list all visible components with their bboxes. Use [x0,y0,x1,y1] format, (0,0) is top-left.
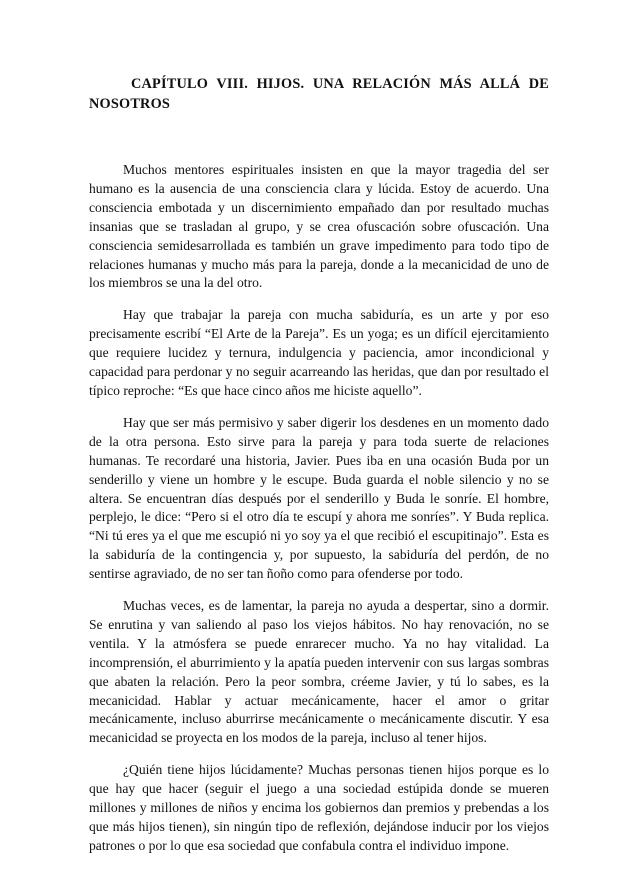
body-paragraph-1: Muchos mentores espirituales insisten en que la mayor tragedia del ser humano es la ausencia de una consciencia clara y lúcida. Estoy de acuerdo. Una consciencia embotada y un discernimiento empañado dan por resultado muchas insanias que se trasladan al grupo, y se crea ofuscación sobre ofuscación. Una consciencia semidesarrollada es también un grave impedimento para todo tipo de relaciones humanas y mucho más para la pareja, donde a la mecanicidad de uno de los miembros se una la del otro. [89,162,549,291]
body-paragraph-5: ¿Quién tiene hijos lúcidamente? Muchas personas tienen hijos porque es lo que hay que hacer (seguir el juego a una sociedad estúpida donde se mueren millones y millones de niños y encima los gobiernos dan premios y prebendas a los que más hijos tienen), sin ningún tipo de reflexión, dejándose inducir por los viejos patrones o por lo que esa sociedad que confabula contra el individuo impone. [89,762,549,853]
body-paragraph-2: Hay que trabajar la pareja con mucha sabiduría, es un arte y por eso precisamente escribí “El Arte de la Pareja”. Es un yoga; es un difícil ejercitamiento que requiere lucidez y ternura, indulgencia y paciencia, amor incondicional y capacidad para perdonar y no seguir acarreando las heridas, que dan por resultado el típico reproche: “Es que hace cinco años me hiciste aquello”. [89,307,549,398]
page-content [89,74,549,869]
body-paragraph-4: Muchas veces, es de lamentar, la pareja no ayuda a despertar, sino a dormir. Se enrutina y van saliendo al paso los viejos hábitos. No hay renovación, no se ventila. Y la atmósfera se puede enrarecer mucho. Ya no hay vitalidad. La incomprensión, el aburrimiento y la apatía pueden intervenir con sus largas sombras que abaten la relación. Pero la peor sombra, créeme Javier, y tú lo sabes, es la mecanicidad. Hablar y actuar mecánicamente, hacer el amor o gritar mecánicamente, incluso aburrirse mecánicamente o mecánicamente discutir. Y esa mecanicidad se proyecta en los modos de la pareja, incluso al tener hijos. [89,598,549,746]
chapter-title: CAPÍTULO VIII. HIJOS. UNA RELACIÓN MÁS ALLÁ DE NOSOTROS [89,76,549,112]
body-paragraph-3: Hay que ser más permisivo y saber digerir los desdenes en un momento dado de la otra persona. Esto sirve para la pareja y para toda suerte de relaciones humanas. Te recordaré una historia, Javier. Pues iba en una ocasión Buda por un senderillo y viene un hombre y le escupe. Buda guarda el noble silencio y no se altera. Se encuentran días después por el senderillo y Buda le sonríe. El hombre, perplejo, le dice: “Pero si el otro día te escupí y ahora me sonríes”. Y Buda replica. “Ni tú eres ya el que me escupió ni yo soy ya el que recibió el escupitinajo”. Esta es la sabiduría de la contingencia y, por supuesto, la sabiduría del perdón, de no sentirse agraviado, de no ser tan ñoño como para ofenderse por todo. [89,414,549,582]
